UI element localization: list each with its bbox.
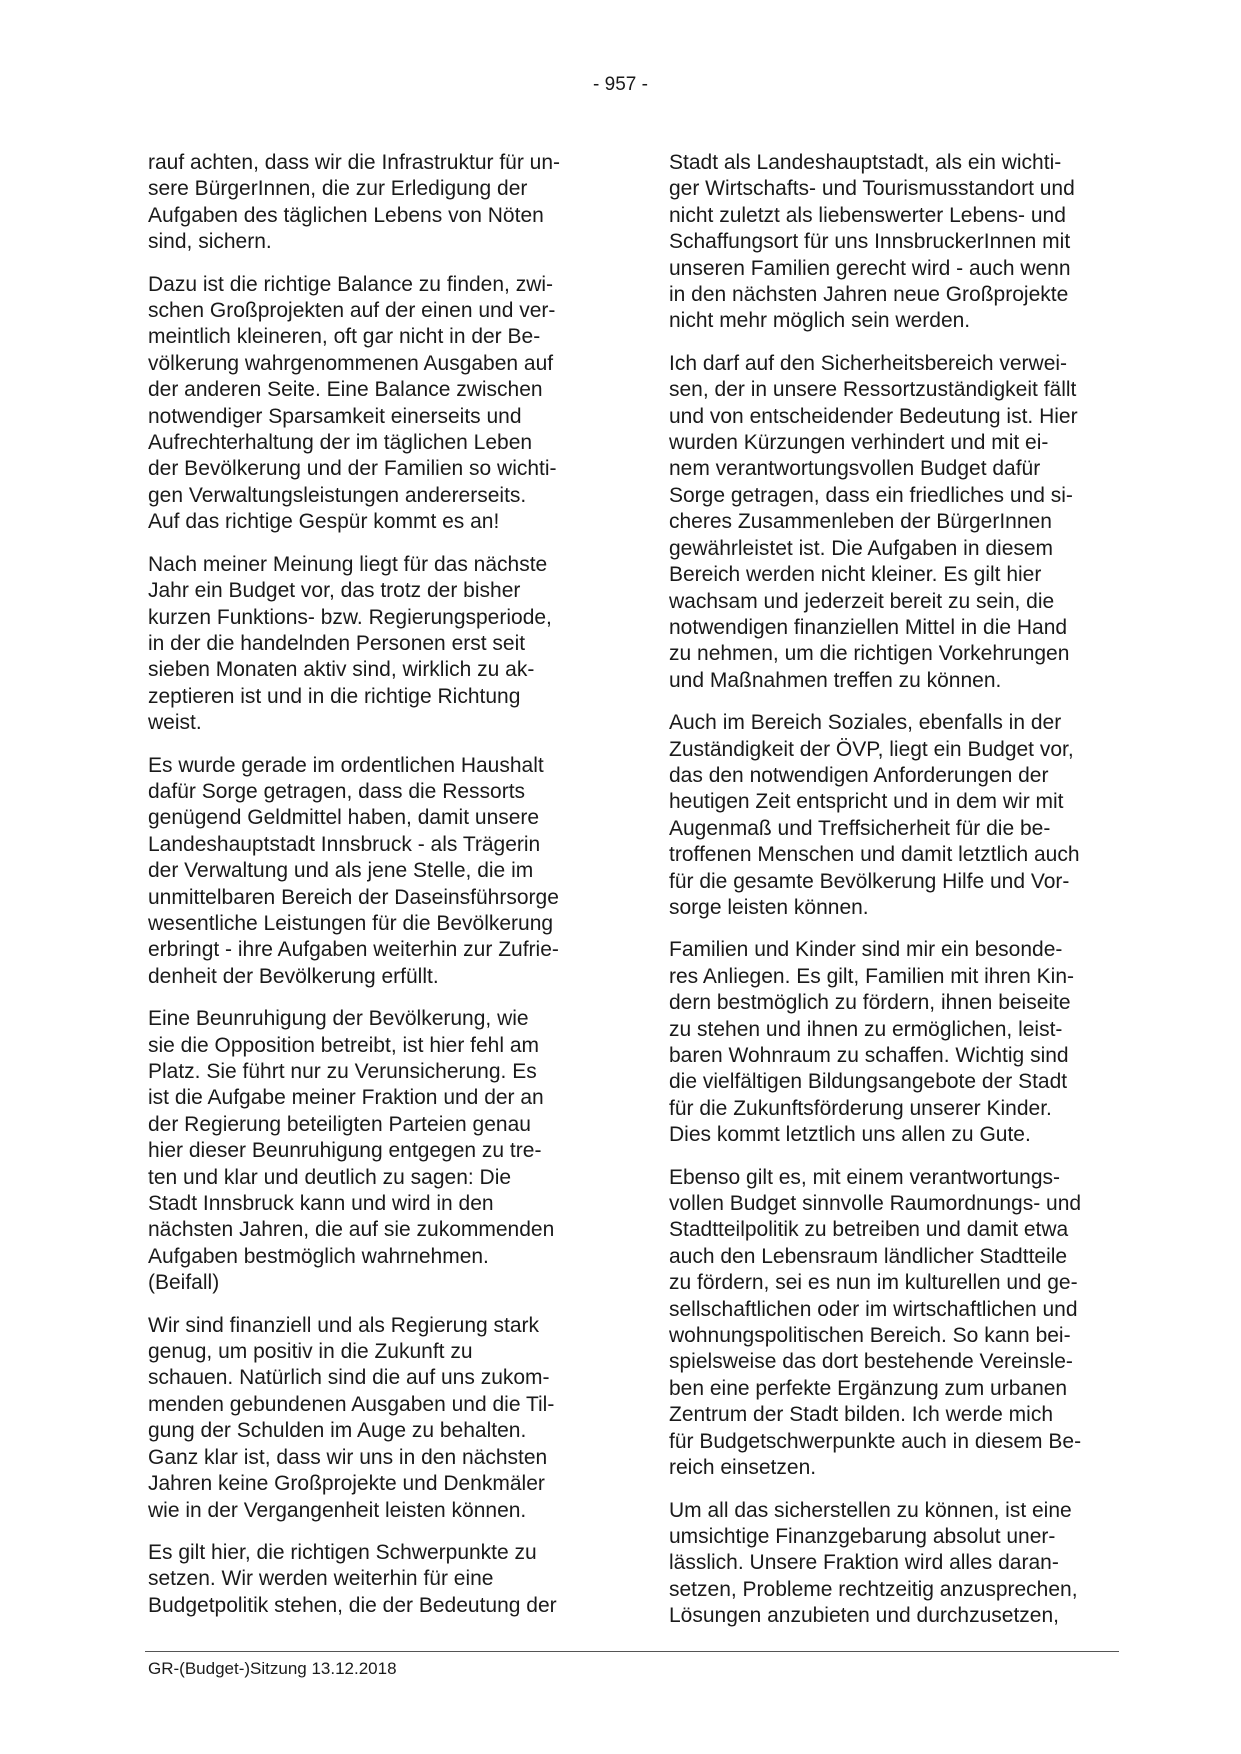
paragraph: rauf achten, dass wir die Infrastruktur für un- sere BürgerInnen, die zur Erledigung der Aufgaben des täglichen Lebens von Nöten sind, sichern. xyxy=(148,151,561,254)
paragraph: Familien und Kinder sind mir ein besonde- res Anliegen. Es gilt, Familien mit ihren Kin- dern bestmöglich zu fördern, ihnen beiseite zu stehen und ihnen zu ermöglichen, leist- baren Wohnraum zu schaffen. Wichtig sind die vielfältigen Bildungsangebote der Stadt für die Zukunftsförderung unserer Kinder. Dies kommt letztlich uns allen zu Gute. xyxy=(669,938,1074,1147)
paragraph: Um all das sicherstellen zu können, ist eine umsichtige Finanzgebarung absolut uner- lässlich. Unsere Fraktion wird alles daran- setzen, Probleme rechtzeitig anzusprechen, Lösungen anzubieten und durchzusetzen, xyxy=(669,1498,1078,1628)
page-number: - 957 - xyxy=(593,74,648,95)
footer-session-label: GR-(Budget-)Sitzung 13.12.2018 xyxy=(148,1659,397,1678)
paragraph: Ich darf auf den Sicherheitsbereich verwei- sen, der in unsere Ressortzuständigkeit fällt und von entscheidender Bedeutung ist. Hier wurden Kürzungen verhindert und mit ei- nem verantwortungsvollen Budget dafür Sorge getragen, dass ein friedliches und si- cheres Zusammenleben der BürgerInnen gewährleistet ist. Die Aufgaben in diesem Bereich werden nicht kleiner. Es gilt hier wachsam und jederzeit bereit zu sein, die notwendigen finanziellen Mittel in die Hand zu nehmen, um die richtigen Vorkehrungen und Maßnahmen treffen zu können. xyxy=(669,351,1078,692)
paragraph: Dazu ist die richtige Balance zu finden, zwi- schen Großprojekten auf der einen und ver- meintlich kleineren, oft gar nicht in der Be- völkerung wahrgenommenen Ausgaben auf der anderen Seite. Eine Balance zwischen notwendiger Sparsamkeit einerseits und Aufrechterhaltung der im täglichen Leben der Bevölkerung und der Familien so wichti- gen Verwaltungsleistungen andererseits. Auf das richtige Gespür kommt es an! xyxy=(148,272,557,534)
right-column xyxy=(669,150,1119,1646)
paragraph: Nach meiner Meinung liegt für das nächste Jahr ein Budget vor, das trotz der bisher kurzen Funktions- bzw. Regierungsperiode, in der die handelnden Personen erst seit sieben Monaten aktiv sind, wirklich zu ak- zeptieren ist und in die richtige Richtung weist. xyxy=(148,552,552,735)
paragraph: Es gilt hier, die richtigen Schwerpunkte zu setzen. Wir werden weiterhin für eine Budgetpolitik stehen, die der Bedeutung der xyxy=(148,1540,557,1617)
paragraph: Eine Beunruhigung der Bevölkerung, wie sie die Opposition betreibt, ist hier fehl am Platz. Sie führt nur zu Verunsicherung. Es ist die Aufgabe meiner Fraktion und der an der Regierung beteiligten Parteien genau hier dieser Beunruhigung entgegen zu tre- ten und klar und deutlich zu sagen: Die Stadt Innsbruck kann und wird in den nächsten Jahren, die auf sie zukommenden Aufgaben bestmöglich wahrnehmen. (Beifall) xyxy=(148,1007,555,1295)
paragraph: Ebenso gilt es, mit einem verantwortungs- vollen Budget sinnvolle Raumordnungs- und Stadtteilpolitik zu betreiben und damit etwa auch den Lebensraum ländlicher Stadtteile zu fördern, sei es nun im kulturellen und ge- sellschaftlichen oder im wirtschaftlichen und wohnungspolitischen Bereich. So kann bei- spielsweise das dort bestehende Vereinsle- ben eine perfekte Ergänzung zum urbanen Zentrum der Stadt bilden. Ich werde mich für Budgetschwerpunkte auch in diesem Be- reich einsetzen. xyxy=(669,1165,1082,1480)
left-column xyxy=(148,150,598,1635)
paragraph: Stadt als Landeshauptstadt, als ein wichti- ger Wirtschafts- und Tourismusstandort und nicht zuletzt als liebenswerter Lebens- und Schaffungsort für uns InnsbruckerInnen mit unseren Familien gerecht wird - auch wenn in den nächsten Jahren neue Großprojekte nicht mehr möglich sein werden. xyxy=(669,151,1075,333)
paragraph: Wir sind finanziell und als Regierung stark genug, um positiv in die Zukunft zu schauen. Natürlich sind die auf uns zukom- menden gebundenen Ausgaben und die Til- gung der Schulden im Auge zu behalten. Ganz klar ist, dass wir uns in den nächsten Jahren keine Großprojekte und Denkmäler wie in der Vergangenheit leisten können. xyxy=(148,1313,555,1522)
paragraph: Auch im Bereich Soziales, ebenfalls in der Zuständigkeit der ÖVP, liegt ein Budget vor, das den notwendigen Anforderungen der heutigen Zeit entspricht und in dem wir mit Augenmaß und Treffsicherheit für die be- troffenen Menschen und damit letztlich auch für die gesamte Bevölkerung Hilfe und Vor- sorge leisten können. xyxy=(669,711,1080,919)
paragraph: Es wurde gerade im ordentlichen Haushalt dafür Sorge getragen, dass die Ressorts genügend Geldmittel haben, damit unsere Landeshauptstadt Innsbruck - als Trägerin der Verwaltung und als jene Stelle, die im unmittelbaren Bereich der Daseinsführsorge wesentliche Leistungen für die Bevölkerung erbringt - ihre Aufgaben weiterhin zur Zufrie- denheit der Bevölkerung erfüllt. xyxy=(148,753,559,988)
footer-divider xyxy=(145,1651,1119,1652)
